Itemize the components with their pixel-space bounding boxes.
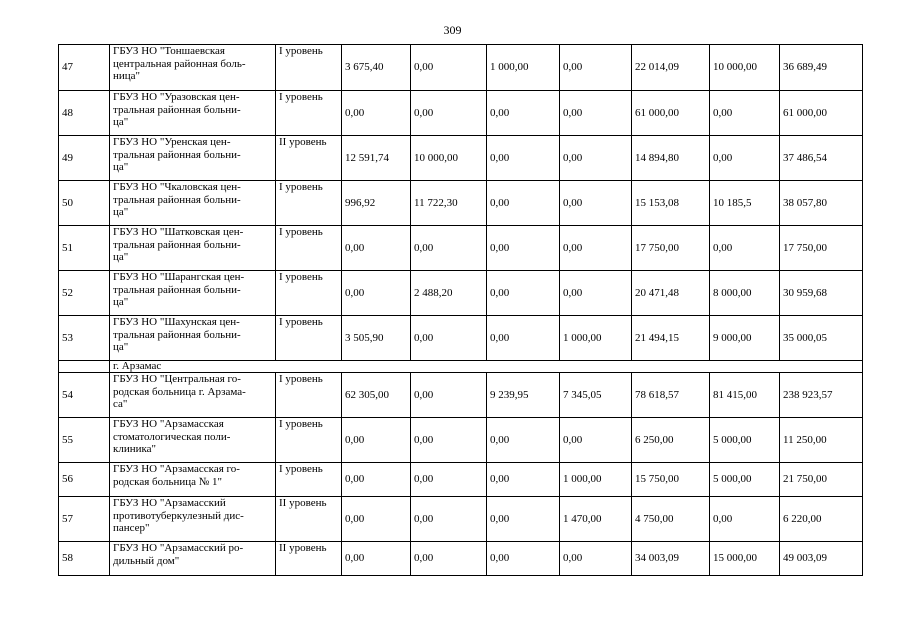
institution-name-line: дильный дом"	[113, 554, 180, 567]
table-row	[59, 497, 863, 542]
amount-cell: 6 250,00	[632, 418, 710, 463]
amount-cell: 17 750,00	[632, 226, 710, 271]
amount-cell: 9 239,95	[487, 373, 560, 418]
amount-cell: 10 185,5	[710, 181, 780, 226]
amount-cell: 0,00	[342, 91, 411, 136]
institution-name-line: тральная районная больни-	[113, 328, 241, 341]
amount-cell: 0,00	[342, 418, 411, 463]
institution-name-line: тральная районная больни-	[113, 193, 241, 206]
amount-cell: 0,00	[342, 497, 411, 542]
care-level: I уровень	[276, 373, 342, 418]
institution-name-line: ца"	[113, 296, 129, 308]
amount-cell: 5 000,00	[710, 463, 780, 497]
institution-name	[110, 45, 276, 91]
care-level: I уровень	[276, 181, 342, 226]
amount-cell: 0,00	[411, 316, 487, 361]
amount-cell: 21 750,00	[780, 463, 863, 497]
institution-name	[110, 316, 276, 361]
amount-cell: 0,00	[342, 271, 411, 316]
amount-cell: 34 003,09	[632, 542, 710, 576]
table-row	[59, 418, 863, 463]
amount-cell: 37 486,54	[780, 136, 863, 181]
amount-cell: 20 471,48	[632, 271, 710, 316]
amount-cell: 0,00	[710, 497, 780, 542]
institution-name	[110, 542, 276, 576]
institution-name	[110, 181, 276, 226]
institution-name	[110, 497, 276, 542]
amount-cell: 12 591,74	[342, 136, 411, 181]
care-level: I уровень	[276, 45, 342, 91]
amount-cell: 0,00	[411, 497, 487, 542]
row-number: 58	[59, 542, 110, 576]
amount-cell: 0,00	[710, 136, 780, 181]
care-level: I уровень	[276, 463, 342, 497]
table-row	[59, 373, 863, 418]
amount-cell: 81 415,00	[710, 373, 780, 418]
amount-cell: 49 003,09	[780, 542, 863, 576]
amount-cell: 0,00	[560, 45, 632, 91]
table-row	[59, 463, 863, 497]
amount-cell: 3 505,90	[342, 316, 411, 361]
amount-cell: 78 618,57	[632, 373, 710, 418]
institution-name-line: ГБУЗ НО "Шахунская цен-	[113, 316, 240, 328]
institution-name-line: ница"	[113, 70, 141, 82]
institution-name	[110, 271, 276, 316]
amount-cell: 8 000,00	[710, 271, 780, 316]
amount-cell: 0,00	[487, 542, 560, 576]
amount-cell: 4 750,00	[632, 497, 710, 542]
amount-cell: 0,00	[560, 226, 632, 271]
amount-cell: 9 000,00	[710, 316, 780, 361]
amount-cell: 238 923,57	[780, 373, 863, 418]
amount-cell: 0,00	[411, 91, 487, 136]
funding-table	[58, 44, 863, 576]
amount-cell: 11 722,30	[411, 181, 487, 226]
amount-cell: 0,00	[560, 542, 632, 576]
amount-cell: 0,00	[560, 418, 632, 463]
institution-name-line: тральная районная больни-	[113, 283, 241, 296]
row-number: 49	[59, 136, 110, 181]
amount-cell: 0,00	[487, 181, 560, 226]
table-row	[59, 226, 863, 271]
amount-cell: 17 750,00	[780, 226, 863, 271]
institution-name	[110, 226, 276, 271]
amount-cell: 0,00	[487, 316, 560, 361]
page-number: 309	[443, 23, 462, 37]
institution-name-line: клиника"	[113, 443, 157, 455]
amount-cell: 0,00	[487, 497, 560, 542]
amount-cell: 14 894,80	[632, 136, 710, 181]
care-level: I уровень	[276, 316, 342, 361]
institution-name	[110, 418, 276, 463]
institution-name-line: ца"	[113, 161, 129, 173]
amount-cell: 0,00	[560, 136, 632, 181]
table-row	[59, 271, 863, 316]
institution-name-line: са"	[113, 398, 128, 410]
institution-name-line: противотуберкулезный дис-	[113, 509, 244, 522]
amount-cell: 0,00	[487, 136, 560, 181]
institution-name	[110, 373, 276, 418]
institution-name-line: ца"	[113, 206, 129, 218]
table-body-section	[59, 361, 863, 373]
amount-cell: 35 000,05	[780, 316, 863, 361]
amount-cell: 36 689,49	[780, 45, 863, 91]
institution-name-line: стоматологическая поли-	[113, 430, 231, 443]
amount-cell: 0,00	[411, 373, 487, 418]
amount-cell: 1 000,00	[560, 316, 632, 361]
amount-cell: 61 000,00	[780, 91, 863, 136]
amount-cell: 0,00	[710, 226, 780, 271]
row-number: 54	[59, 373, 110, 418]
table-row	[59, 316, 863, 361]
amount-cell: 10 000,00	[710, 45, 780, 91]
amount-cell: 21 494,15	[632, 316, 710, 361]
row-number: 57	[59, 497, 110, 542]
amount-cell: 10 000,00	[411, 136, 487, 181]
institution-name-line: родская больница г. Арзама-	[113, 385, 246, 398]
institution-name-line: центральная районная боль-	[113, 57, 246, 70]
institution-name-line: ГБУЗ НО "Арзамасский ро-	[113, 542, 244, 554]
amount-cell: 996,92	[342, 181, 411, 226]
institution-name-line: ГБУЗ НО "Арзамасский	[113, 497, 226, 509]
amount-cell: 1 000,00	[487, 45, 560, 91]
row-number: 48	[59, 91, 110, 136]
amount-cell: 0,00	[710, 91, 780, 136]
institution-name	[110, 463, 276, 497]
amount-cell: 0,00	[560, 91, 632, 136]
institution-name-line: ГБУЗ НО "Чкаловская цен-	[113, 181, 241, 193]
institution-name-line: пансер"	[113, 522, 150, 534]
amount-cell: 1 000,00	[560, 463, 632, 497]
care-level: II уровень	[276, 136, 342, 181]
row-number: 50	[59, 181, 110, 226]
row-number: 56	[59, 463, 110, 497]
amount-cell: 0,00	[411, 226, 487, 271]
institution-name-line: ГБУЗ НО "Арзамасская го-	[113, 463, 240, 475]
row-number: 47	[59, 45, 110, 91]
section-title: г. Арзамас	[110, 361, 863, 373]
amount-cell: 15 000,00	[710, 542, 780, 576]
institution-name-line: ГБУЗ НО "Шатковская цен-	[113, 226, 244, 238]
table-body-districts	[59, 45, 863, 361]
institution-name-line: ца"	[113, 251, 129, 263]
amount-cell: 0,00	[342, 226, 411, 271]
amount-cell: 0,00	[342, 542, 411, 576]
amount-cell: 0,00	[411, 463, 487, 497]
amount-cell: 0,00	[411, 418, 487, 463]
row-number: 52	[59, 271, 110, 316]
institution-name-line: тральная районная больни-	[113, 103, 241, 116]
table-row	[59, 542, 863, 576]
amount-cell: 0,00	[487, 463, 560, 497]
institution-name-line: ца"	[113, 116, 129, 128]
table-row	[59, 91, 863, 136]
amount-cell: 22 014,09	[632, 45, 710, 91]
amount-cell: 0,00	[411, 542, 487, 576]
amount-cell: 0,00	[487, 91, 560, 136]
institution-name-line: тральная районная больни-	[113, 238, 241, 251]
row-number: 53	[59, 316, 110, 361]
care-level: I уровень	[276, 418, 342, 463]
amount-cell: 6 220,00	[780, 497, 863, 542]
amount-cell: 0,00	[487, 226, 560, 271]
institution-name-line: тральная районная больни-	[113, 148, 241, 161]
row-number: 55	[59, 418, 110, 463]
amount-cell: 38 057,80	[780, 181, 863, 226]
row-number: 51	[59, 226, 110, 271]
institution-name	[110, 91, 276, 136]
care-level: I уровень	[276, 226, 342, 271]
amount-cell: 0,00	[487, 418, 560, 463]
amount-cell: 15 750,00	[632, 463, 710, 497]
institution-name-line: родская больница № 1"	[113, 475, 223, 488]
section-num-cell	[59, 361, 110, 373]
care-level: I уровень	[276, 91, 342, 136]
care-level: II уровень	[276, 542, 342, 576]
institution-name-line: ГБУЗ НО "Уразовская цен-	[113, 91, 240, 103]
amount-cell: 7 345,05	[560, 373, 632, 418]
amount-cell: 30 959,68	[780, 271, 863, 316]
institution-name-line: ГБУЗ НО "Шарангская цен-	[113, 271, 245, 283]
institution-name-line: ца"	[113, 341, 129, 353]
amount-cell: 11 250,00	[780, 418, 863, 463]
amount-cell: 3 675,40	[342, 45, 411, 91]
amount-cell: 0,00	[342, 463, 411, 497]
amount-cell: 0,00	[560, 271, 632, 316]
amount-cell: 1 470,00	[560, 497, 632, 542]
amount-cell: 15 153,08	[632, 181, 710, 226]
amount-cell: 61 000,00	[632, 91, 710, 136]
care-level: I уровень	[276, 271, 342, 316]
table-row	[59, 45, 863, 91]
amount-cell: 62 305,00	[342, 373, 411, 418]
table-row	[59, 181, 863, 226]
institution-name	[110, 136, 276, 181]
institution-name-line: ГБУЗ НО "Арзамасская	[113, 418, 224, 430]
amount-cell: 0,00	[411, 45, 487, 91]
table-row	[59, 136, 863, 181]
section-row	[59, 361, 863, 373]
institution-name-line: ГБУЗ НО "Тоншаевская	[113, 45, 225, 57]
amount-cell: 5 000,00	[710, 418, 780, 463]
amount-cell: 0,00	[560, 181, 632, 226]
amount-cell: 0,00	[487, 271, 560, 316]
amount-cell: 2 488,20	[411, 271, 487, 316]
institution-name-line: ГБУЗ НО "Уренская цен-	[113, 136, 231, 148]
care-level: II уровень	[276, 497, 342, 542]
institution-name-line: ГБУЗ НО "Центральная го-	[113, 373, 241, 385]
table-body-city	[59, 373, 863, 576]
